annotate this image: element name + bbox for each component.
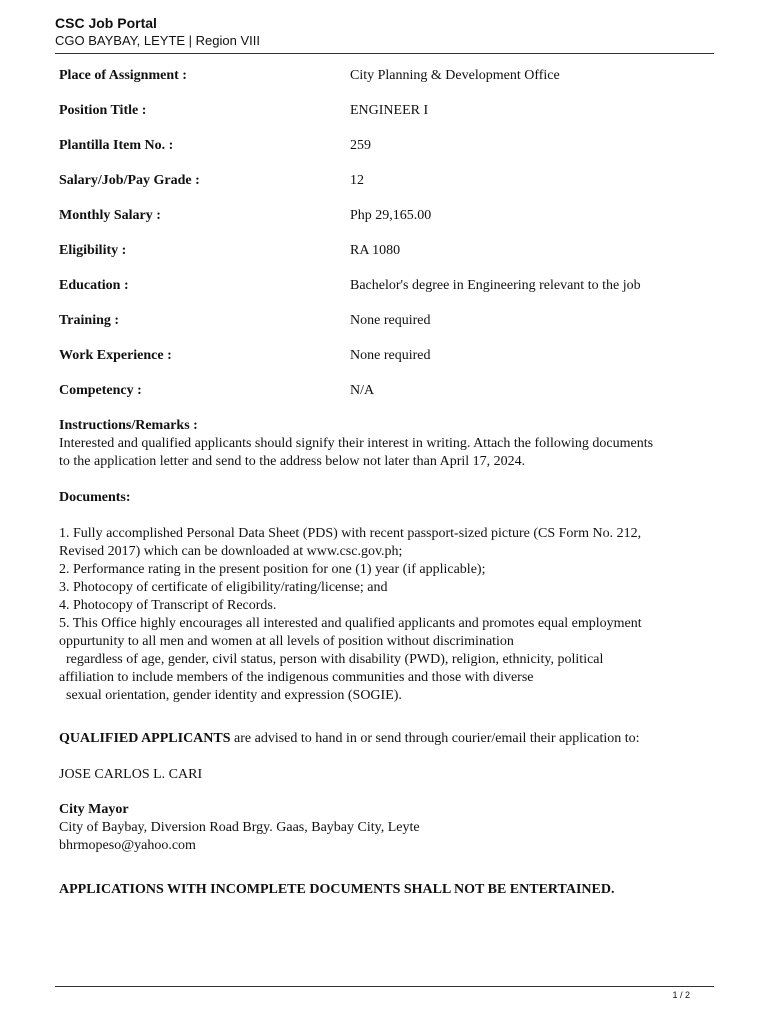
contact-title: City Mayor [59, 802, 129, 817]
detail-value: RA 1080 [350, 243, 401, 258]
job-body-text [59, 417, 709, 899]
detail-label: Place of Assignment : [59, 68, 187, 83]
footer-divider [55, 986, 714, 987]
detail-label: Work Experience : [59, 348, 172, 363]
document-line: 1. Fully accomplished Personal Data Sheet (PDS) with recent passport-sized picture (CS Form No. 212, [59, 526, 642, 541]
detail-value: Bachelor's degree in Engineering relevant to the job [350, 278, 641, 293]
submission-bold-lead: QUALIFIED APPLICANTS [59, 731, 231, 746]
document-line: oppurtunity to all men and women at all levels of position without discrimination [59, 634, 514, 649]
incomplete-documents-notice: APPLICATIONS WITH INCOMPLETE DOCUMENTS SHALL NOT BE ENTERTAINED. [59, 882, 615, 897]
detail-row-eligibility [59, 242, 699, 277]
instructions-heading: Instructions/Remarks : [59, 418, 198, 433]
page-header [55, 14, 713, 49]
detail-row-place-of-assignment [59, 67, 699, 102]
contact-name: JOSE CARLOS L. CARI [59, 767, 203, 782]
detail-label: Education : [59, 278, 129, 293]
submission-rest: are advised to hand in or send through courier/email their application to: [230, 731, 640, 746]
detail-label: Competency : [59, 383, 142, 398]
detail-value: Php 29,165.00 [350, 208, 432, 223]
job-details-list [59, 67, 699, 417]
detail-row-work-experience [59, 347, 699, 382]
detail-value: N/A [350, 383, 375, 398]
detail-value: 259 [350, 138, 371, 153]
instructions-line: Interested and qualified applicants should signify their interest in writing. Attach the following documents [59, 436, 654, 451]
detail-label: Plantilla Item No. : [59, 138, 174, 153]
document-line: regardless of age, gender, civil status, person with disability (PWD), religion, ethnicity, political [66, 652, 604, 667]
contact-email: bhrmopeso@yahoo.com [59, 838, 196, 853]
detail-row-salary-grade [59, 172, 699, 207]
detail-label: Salary/Job/Pay Grade : [59, 173, 200, 188]
document-line: 4. Photocopy of Transcript of Records. [59, 598, 277, 613]
detail-row-position-title [59, 102, 699, 137]
page-number: 1 / 2 [672, 990, 690, 1000]
detail-row-plantilla-item [59, 137, 699, 172]
detail-label: Position Title : [59, 103, 147, 118]
detail-label: Monthly Salary : [59, 208, 161, 223]
portal-subtitle: CGO BAYBAY, LEYTE | Region VIII [55, 33, 260, 48]
document-line: 2. Performance rating in the present position for one (1) year (if applicable); [59, 562, 486, 577]
contact-address: City of Baybay, Diversion Road Brgy. Gaas, Baybay City, Leyte [59, 820, 420, 835]
document-line: 3. Photocopy of certificate of eligibility/rating/license; and [59, 580, 388, 595]
header-divider [55, 53, 714, 54]
detail-value: City Planning & Development Office [350, 68, 560, 83]
detail-row-monthly-salary [59, 207, 699, 242]
submission-text [59, 730, 709, 748]
detail-label: Eligibility : [59, 243, 127, 258]
instructions-line: to the application letter and send to the address below not later than April 17, 2024. [59, 454, 526, 469]
detail-value: ENGINEER I [350, 103, 429, 118]
document-line: sexual orientation, gender identity and expression (SOGIE). [66, 688, 402, 703]
detail-value: 12 [350, 173, 364, 188]
documents-heading: Documents: [59, 490, 131, 505]
portal-title: CSC Job Portal [55, 15, 157, 31]
document-line: affiliation to include members of the indigenous communities and those with diverse [59, 670, 534, 685]
document-line: Revised 2017) which can be downloaded at www.csc.gov.ph; [59, 544, 403, 559]
detail-row-competency [59, 382, 699, 417]
detail-row-education [59, 277, 699, 312]
detail-value: None required [350, 348, 431, 363]
detail-value: None required [350, 313, 431, 328]
detail-row-training [59, 312, 699, 347]
detail-label: Training : [59, 313, 120, 328]
documents-list [59, 525, 709, 705]
document-line: 5. This Office highly encourages all interested and qualified applicants and promotes equal employment [59, 616, 642, 631]
